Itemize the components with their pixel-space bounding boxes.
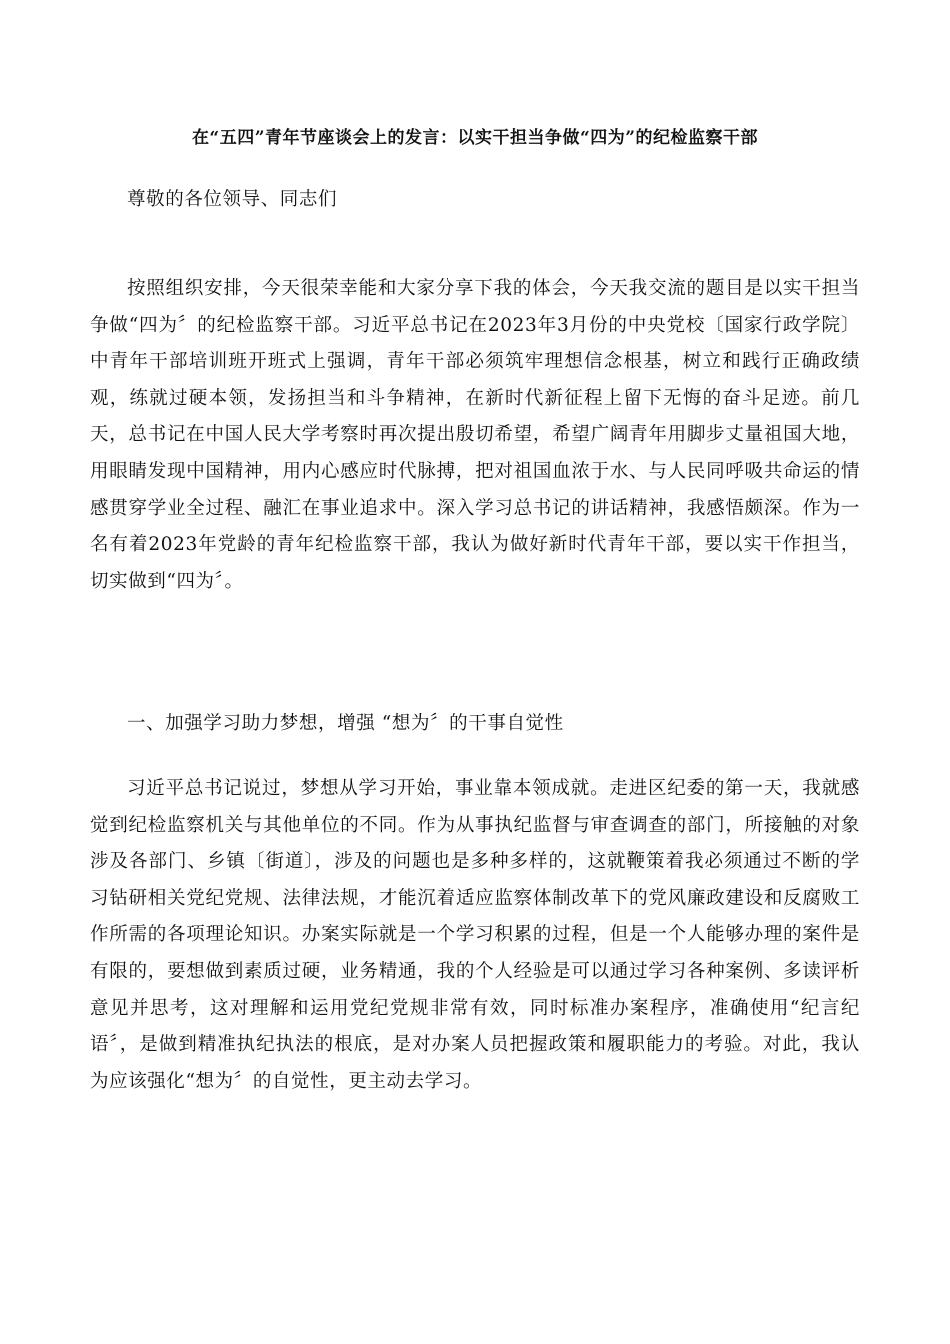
salutation: 尊敬的各位领导、同志们 [127, 189, 338, 210]
section-heading: 一、加强学习助力梦想，增强 “想为〞的干事自觉性 [127, 713, 564, 734]
section-paragraph: 习近平总书记说过，梦想从学习开始，事业靠本领成就。走进区纪委的第一天，我就感觉到纪检监察机关与其他单位的不同。作为从事执纪监督与审查调查的部门，所接触的对象涉及各部门、乡镇〔街道〕，涉及的问题也是多种多样的，这就鞭策着我必须通过不断的学习钻研相关党纪党规、法律法规，才能沉着适应监察体制改革下的党风廉政建设和反腐败工作所需的各项理论知识。办案实际就是一个学习积累的过程，但是一个人能够办理的案件是有限的，要想做到素质过硬，业务精通，我的个人经验是可以通过学习各种案例、多读评析意见并思考，这对理解和运用党纪党规非常有效，同时标准办案程序，准确使用“纪言纪语〞，是做到精准执纪执法的根底，是对办案人员把握政策和履职能力的考验。对此，我认为应该强化“想为〞的自觉性，更主动去学习。 [90, 778, 860, 1092]
body-paragraph: 按照组织安排，今天很荣幸能和大家分享下我的体会，今天我交流的题目是以实干担当争做“四为〞的纪检监察干部。习近平总书记在2023年3月份的中央党校〔国家行政学院〕中青年干部培训班开班式上强调，青年干部必须筑牢理想信念根基，树立和践行正确政绩观，练就过硬本领，发扬担当和斗争精神，在新时代新征程上留下无悔的奋斗足迹。前几天，总书记在中国人民大学考察时再次提出殷切希望，希望广阔青年用脚步丈量祖国大地，用眼睛发现中国精神，用内心感应时代脉搏，把对祖国血浓于水、与人民同呼吸共命运的情感贯穿学业全过程、融汇在事业追求中。深入学习总书记的讲话精神，我感悟颇深。作为一名有着2023年党龄的青年纪检监察干部，我认为做好新时代青年干部，要以实干作担当，切实做到“四为〞。 [90, 278, 860, 592]
document-title: 在“五四”青年节座谈会上的发言：以实干担当争做“四为”的纪检监察干部 [191, 128, 759, 148]
